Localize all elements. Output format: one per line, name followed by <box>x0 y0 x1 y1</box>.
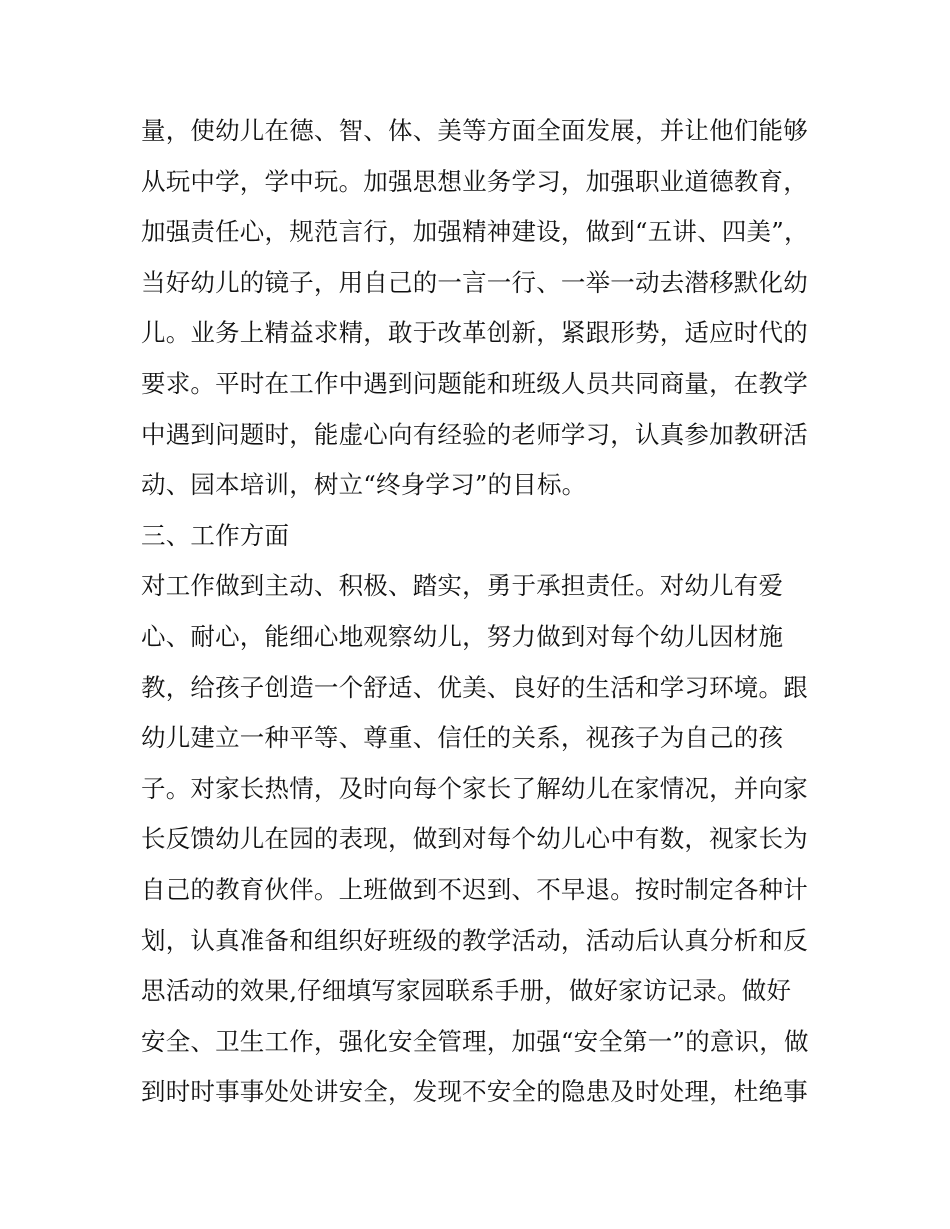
paragraph-line: 量，使幼儿在德、智、体、美等方面全面发展，并让他们能够 <box>141 116 808 145</box>
paragraph-line: 从玩中学，学中玩。加强思想业务学习，加强职业道德教育， <box>141 166 808 196</box>
paragraph-line: 儿。业务上精益求精，敢于改革创新，紧跟形势，适应时代的 <box>141 318 808 348</box>
paragraph-line: 安全、卫生工作，强化安全管理，加强“安全第一”的意识，做 <box>141 1026 809 1056</box>
paragraph-line: 自己的教育伙伴。上班做到不迟到、不早退。按时制定各种计 <box>141 874 808 904</box>
paragraph-line: 子。对家长热情，及时向每个家长了解幼儿在家情况，并向家 <box>141 773 808 803</box>
section-heading: 三、工作方面 <box>141 520 290 550</box>
paragraph-line: 长反馈幼儿在园的表现，做到对每个幼儿心中有数，视家长为 <box>141 824 808 854</box>
paragraph-line: 当好幼儿的镜子，用自己的一言一行、一举一动去潜移默化幼 <box>141 267 808 297</box>
paragraph-line: 要求。平时在工作中遇到问题能和班级人员共同商量，在教学 <box>141 368 808 398</box>
paragraph-line: 中遇到问题时，能虚心向有经验的老师学习，认真参加教研活 <box>141 419 808 449</box>
paragraph-line: 划，认真准备和组织好班级的教学活动，活动后认真分析和反 <box>141 925 808 955</box>
paragraph-line: 到时时事事处处讲安全，发现不安全的隐患及时处理，杜绝事 <box>141 1077 808 1107</box>
paragraph-line: 动、园本培训，树立“终身学习”的目标。 <box>141 470 587 500</box>
paragraph-line: 幼儿建立一种平等、尊重、信任的关系，视孩子为自己的孩 <box>141 723 784 753</box>
paragraph-line: 教，给孩子创造一个舒适、优美、良好的生活和学习环境。跟 <box>141 672 808 702</box>
paragraph-line: 思活动的效果,仔细填写家园联系手册，做好家访记录。做好 <box>141 976 792 1006</box>
document-body <box>141 106 821 1118</box>
paragraph-line: 对工作做到主动、积极、踏实，勇于承担责任。对幼儿有爱 <box>141 571 784 601</box>
paragraph-line: 心、耐心，能细心地观察幼儿，努力做到对每个幼儿因材施 <box>141 621 784 651</box>
paragraph-line: 加强责任心，规范言行，加强精神建设，做到“五讲、四美”， <box>141 217 809 247</box>
